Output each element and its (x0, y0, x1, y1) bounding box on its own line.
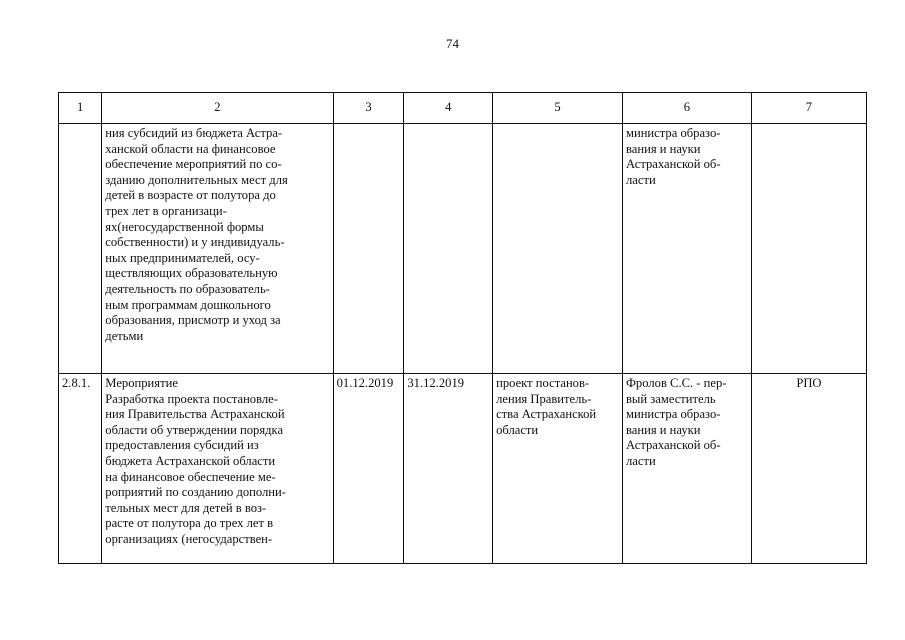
table-row-continuation (59, 124, 867, 374)
item-result-line: проект постанов- (496, 376, 590, 390)
header-col-7: 7 (751, 93, 866, 124)
cont-desc-line: собственности) и у индивидуаль- (105, 235, 285, 250)
item-result-line: области (496, 422, 539, 437)
cont-desc-line: трех лет в организаци- (105, 203, 227, 218)
table-row-2-8-1 (59, 374, 867, 564)
item-resp-line: ласти (625, 453, 656, 468)
item-result (493, 374, 623, 564)
header-col-3: 3 (333, 93, 404, 124)
item-resp-line: министра образо- (625, 407, 721, 422)
item-resp-line: Фролов С.С. - пер- (625, 376, 727, 390)
item-end-date: 31.12.2019 (404, 374, 493, 564)
item-label: Мероприятие (105, 376, 178, 390)
cont-resp-line: вания и науки (625, 141, 701, 156)
item-start-date: 01.12.2019 (333, 374, 404, 564)
plan-table (58, 92, 867, 564)
cont-desc-line: ществляющих образовательную (105, 266, 278, 281)
item-result-line: ления Правитель- (496, 391, 592, 406)
item-responsible (622, 374, 751, 564)
cont-desc-line: ния субсидий из бюджета Астра- (105, 126, 283, 140)
cont-col-7 (751, 124, 866, 374)
cont-desc-line: ным программам дошкольного (105, 297, 271, 312)
item-desc-line: роприятий по созданию дополни- (105, 485, 286, 500)
table-header-row (59, 93, 867, 124)
cont-desc-line: ханской области на финансовое (105, 141, 276, 156)
cont-desc-line: ях(негосударственной формы (105, 219, 264, 234)
cont-resp-line: министра образо- (625, 126, 721, 140)
item-funding-source: РПО (751, 374, 866, 564)
header-col-1: 1 (59, 93, 102, 124)
cont-desc-line: зданию дополнительных мест для (105, 172, 288, 187)
item-desc-line: на финансовое обеспечение ме- (105, 469, 276, 484)
cont-desc-line: деятельность по образователь- (105, 281, 270, 296)
item-number: 2.8.1. (59, 374, 102, 564)
header-col-2: 2 (102, 93, 333, 124)
item-desc-line: организациях (негосударствен- (105, 531, 273, 546)
cont-desc-line: обеспечение мероприятий по со- (105, 157, 282, 172)
item-desc-line: области об утверждении порядка (105, 422, 284, 437)
header-col-4: 4 (404, 93, 493, 124)
cont-desc-line: детей в возрасте от полутора до (105, 188, 276, 203)
cont-description (102, 124, 333, 374)
cont-desc-line: образования, присмотр и уход за (105, 313, 281, 328)
item-desc-line: тельных мест для детей в воз- (105, 500, 267, 515)
cont-resp-line: ласти (625, 172, 656, 187)
cont-col-3 (333, 124, 404, 374)
cont-desc-line: детьми (105, 328, 144, 343)
cont-desc-line: ных предпринимателей, осу- (105, 250, 260, 265)
item-result-line: ства Астраханской (496, 407, 597, 422)
item-desc-line: ния Правительства Астраханской (105, 407, 285, 422)
item-resp-line: вания и науки (625, 422, 701, 437)
cont-resp-line: Астраханской об- (625, 157, 721, 172)
header-col-6: 6 (622, 93, 751, 124)
cont-col-5 (493, 124, 623, 374)
item-desc-line: расте от полутора до трех лет в (105, 516, 274, 531)
cont-responsible (622, 124, 751, 374)
cont-col-4 (404, 124, 493, 374)
item-resp-line: Астраханской об- (625, 438, 721, 453)
cont-col-1 (59, 124, 102, 374)
item-desc-line: Разработка проекта постановле- (105, 391, 278, 406)
page-number: 74 (446, 36, 459, 51)
header-col-5: 5 (493, 93, 623, 124)
item-desc-line: бюджета Астраханской области (105, 453, 276, 468)
item-desc-line: предоставления субсидий из (105, 438, 259, 453)
item-description (102, 374, 333, 564)
item-resp-line: вый заместитель (625, 391, 716, 406)
